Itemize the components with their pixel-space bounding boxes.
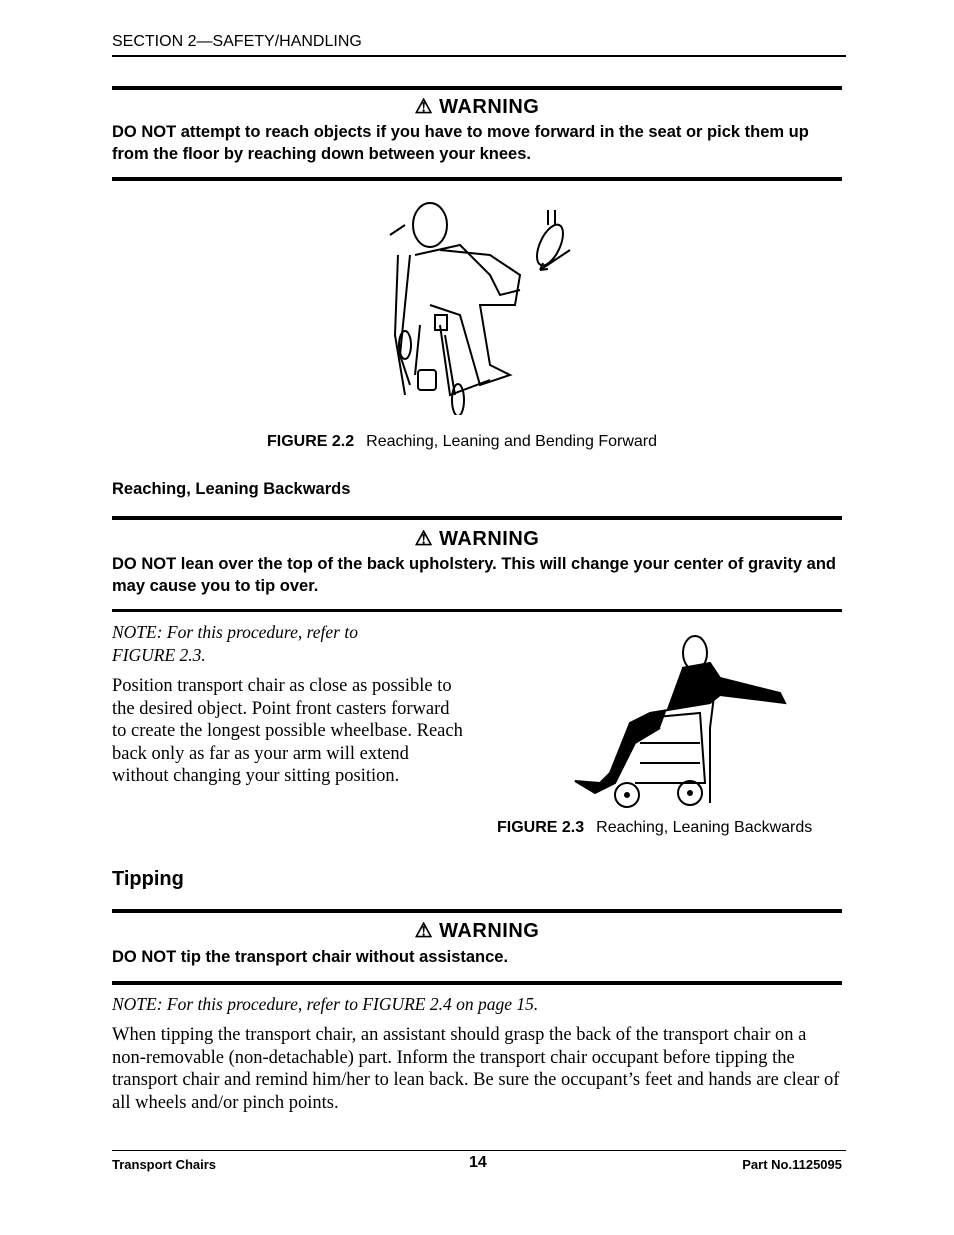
page-number: 14 (469, 1154, 487, 1171)
section-heading: Reaching, Leaning Backwards (112, 480, 351, 498)
body-paragraph: When tipping the transport chair, an assistant should grasp the back of the transport chair on a non-removable (non-detachable) part. Inform the transport chair occupant before tipping the transport chair and remind him/her to lean back. Be sure the occupant’s feet and hands are clear of all wheels and/or pinch points. (112, 1025, 840, 1113)
warning-title: ⚠ WARNING (414, 528, 540, 550)
figure-caption: FIGURE 2.2 Reaching, Leaning and Bending Forward (267, 433, 658, 450)
warning-rule-bottom (112, 609, 842, 612)
warning-text: DO NOT lean over the top of the back upholstery. This will change your center of gravity and may cause you to tip over. (112, 555, 836, 595)
body-paragraph: Position transport chair as close as possible to the desired object. Point front casters forward to create the longest possible wheelbase. Reach back only as far as your arm will extend without changing your sitting position. (112, 676, 463, 787)
warning-rule-top (112, 909, 842, 913)
header-rule (112, 55, 846, 57)
figure-2-2-illustration (380, 195, 590, 415)
section-header: SECTION 2—SAFETY/HANDLING (112, 33, 362, 50)
warning-rule-bottom (112, 177, 842, 181)
footer-rule (112, 1150, 846, 1151)
procedure-note: NOTE: For this procedure, refer to FIGURE 2.4 on page 15. (112, 994, 539, 1014)
footer-product: Transport Chairs (112, 1157, 217, 1172)
warning-text: DO NOT attempt to reach objects if you have to move forward in the seat or pick them up from the floor by reaching down between your knees. (112, 123, 809, 163)
footer-part-number: Part No.1125095 (742, 1157, 842, 1172)
warning-text: DO NOT tip the transport chair without assistance. (112, 948, 509, 966)
section-heading: Tipping (112, 868, 184, 890)
warning-title: ⚠ WARNING (414, 96, 540, 118)
figure-2-3-illustration (570, 633, 792, 813)
warning-triangle-icon: ⚠ (414, 920, 434, 942)
figure-caption: FIGURE 2.3 Reaching, Leaning Backwards (497, 819, 813, 836)
warning-rule-top (112, 516, 842, 520)
warning-triangle-icon: ⚠ (414, 96, 434, 118)
warning-rule-top (112, 86, 842, 90)
warning-rule-bottom (112, 981, 842, 985)
procedure-note: NOTE: For this procedure, refer to FIGURE 2.3. (112, 622, 358, 665)
warning-triangle-icon: ⚠ (414, 528, 434, 550)
warning-title: ⚠ WARNING (414, 920, 540, 942)
